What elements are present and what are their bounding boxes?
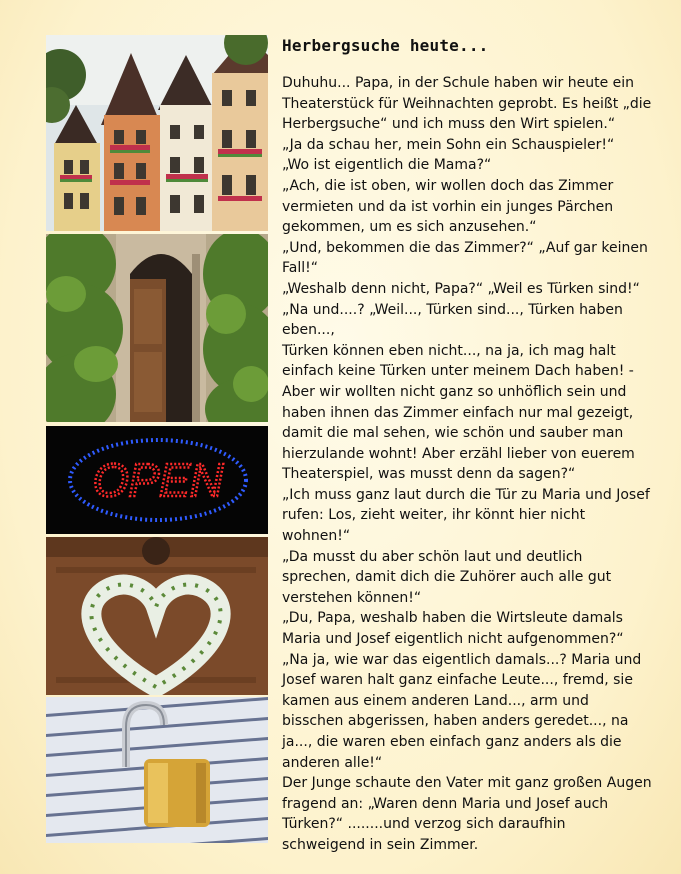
- open-sign-text: OPEN: [92, 454, 224, 506]
- paragraph: „Da musst du aber schön laut und deutlich sprechen, damit dich die Zuhörer auch alle gut verstehen können!“: [282, 548, 612, 606]
- paragraph: Duhuhu... Papa, in der Schule haben wir heute ein Theaterstück für Weihnachten geprobt. Es heißt „die Herbergsuche“ und ich muss den Wirt spielen.“: [282, 75, 652, 133]
- paragraph: „Wo ist eigentlich die Mama?“: [282, 157, 492, 174]
- paragraph: „Ja da schau her, mein Sohn ein Schauspieler!“: [282, 136, 615, 153]
- paragraph: Der Junge schaute den Vater mit ganz großen Augen fragend an: „Waren denn Maria und Josef auch Türken?“ ........und verzog sich daraufhin schweigend in sein Zimmer.: [282, 775, 652, 853]
- heart-wreath-photo: [46, 537, 268, 695]
- paragraph: „Ach, die ist oben, wir wollen doch das Zimmer vermieten und da ist vorhin ein junges Pärchen gekommen, um es sich anzusehen.“: [282, 177, 614, 236]
- houses-photo: [46, 35, 268, 231]
- paragraph: „Du, Papa, weshalb haben die Wirtsleute damals Maria und Josef eigentlich nicht aufgenommen?“: [282, 610, 624, 648]
- open-sign-photo: [46, 426, 268, 534]
- paragraph: „Weshalb denn nicht, Papa?“ „Weil es Türken sind!“: [282, 280, 640, 297]
- paragraph: „Und, bekommen die das Zimmer?“ „Auf gar keinen Fall!“: [282, 239, 648, 277]
- article-title: Herbergsuche heute...: [282, 36, 489, 55]
- paragraph: Türken können eben nicht..., na ja, ich mag halt einfach keine Türken unter meinem Dach haben! - Aber wir wollten nicht ganz so unhöflich sein und haben ihnen das Zimmer einfach nur mal gezeigt, damit die mal sehen, wie schön und sauber man hierzulande wohnt! Aber erzähl lieber von euerem Theaterspiel, was musst denn da sagen?“: [282, 342, 635, 483]
- article: [282, 36, 652, 856]
- padlock-photo: [46, 697, 268, 843]
- article-body: [282, 73, 652, 856]
- paragraph: „Na und....? „Weil..., Türken sind..., Türken haben eben...,: [282, 301, 623, 339]
- paragraph: „Na ja, wie war das eigentlich damals...? Maria und Josef waren halt ganz einfache Leute..., fremd, sie kamen aus einem anderen Land..., arm und bisschen abgerissen, haben anders geredet..., na ja..., die waren eben einfach ganz anders als die anderen alle!“: [282, 651, 642, 771]
- ivy-door-photo: [46, 234, 268, 422]
- paragraph: „Ich muss ganz laut durch die Tür zu Maria und Josef rufen: Los, zieht weiter, ihr könnt hier nicht wohnen!“: [282, 486, 650, 545]
